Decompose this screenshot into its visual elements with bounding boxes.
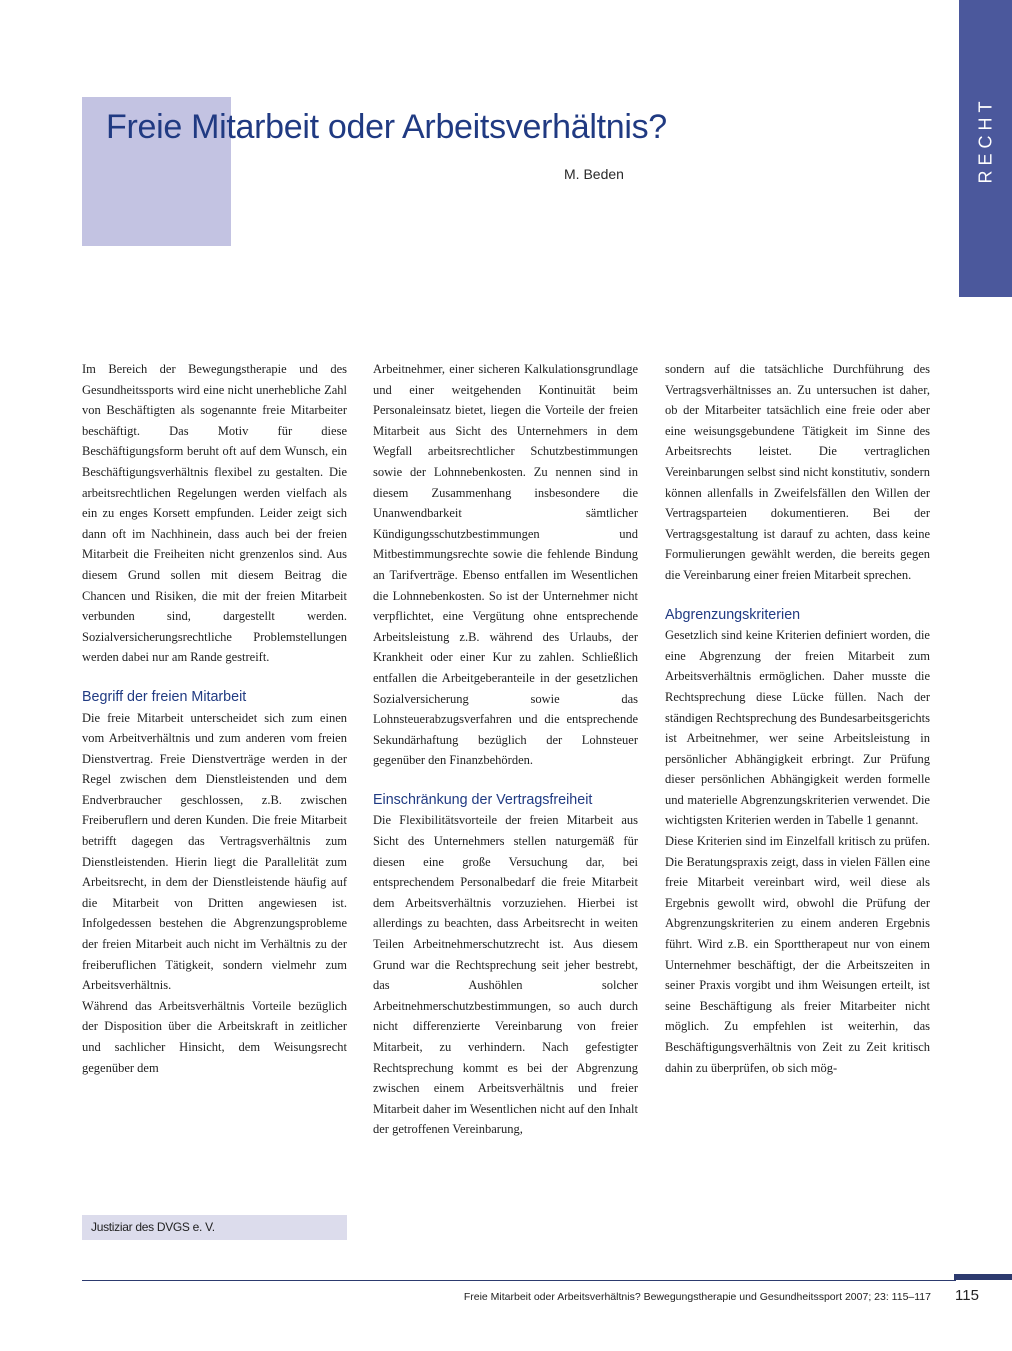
- article-column-3: [665, 359, 930, 1078]
- section-heading-begriff: Begriff der freien Mitarbeit: [82, 688, 247, 705]
- body-paragraph: Diese Kriterien sind im Einzelfall kritisch zu prüfen. Die Beratungspraxis zeigt, dass in vielen Fällen eine freie Mitarbeit vereinbart wird, weil diese als Ergebnis gewollt wird, obwohl die Prüfung der Abgrenzungskriterien zu einem anderen Ergebnis führt. Wird z.B. ein Sporttherapeut nur von einem Unternehmer beschäftigt, der die Arbeitszeiten in seiner Praxis vorgibt und ihm Weisungen erteilt, ist seine Beschäftigung als freier Mitarbeiter nicht möglich. Zu empfehlen ist weiterhin, das Beschäftigungsverhältnis von Zeit zu Zeit kritisch dahin zu überprüfen, ob sich mög-: [665, 834, 930, 1075]
- body-paragraph: Arbeitnehmer, einer sicheren Kalkulationsgrundlage und einer weitgehenden Kontinuität beim Personaleinsatz bietet, liegen die Vorteile der freien Mitarbeit aus Sicht des Unternehmers in dem Wegfall arbeitsrechtlicher Schutzbestimmungen sowie der Lohnnebenkosten. Zu nennen sind in diesem Zusammenhang insbesondere die Unanwendbarkeit sämtlicher Kündigungsschutzbestimmungen und Mitbestimmungsrechte sowie die fehlende Bindung an Tarifverträge. Ebenso entfallen im Wesentlichen die Lohnnebenkosten. So ist der Unternehmer nicht verpflichtet, eine Vergütung ohne entsprechende Arbeitsleistung z.B. während des Urlaubs, der Krankheit oder einer Kur zu zahlen. Schließlich entfallen die Arbeitgeberanteile in der gesetzlichen Sozialversicherung sowie das Lohnsteuerabzugsverfahren und die entsprechende Sekundärhaftung bezüglich der Lohnsteuer gegenüber den Finanzbehörden.: [373, 362, 638, 768]
- page-number-bar: [954, 1274, 1012, 1280]
- article-column-1: [82, 359, 347, 1078]
- page-number: 115: [955, 1287, 979, 1304]
- article-column-2: [373, 359, 638, 1140]
- section-heading-einschraenkung: Einschränkung der Vertragsfreiheit: [373, 791, 593, 808]
- body-paragraph: Während das Arbeitsverhältnis Vorteile bezüglich der Disposition über die Arbeitskraft in zeitlicher und sachlicher Hinsicht, dem Weisungsrecht gegenüber dem: [82, 998, 347, 1075]
- footer-citation: Freie Mitarbeit oder Arbeitsverhältnis? Bewegungstherapie und Gesundheitssport 2007; 23: 115–117: [463, 1291, 931, 1303]
- body-paragraph: Die freie Mitarbeit unterscheidet sich zum einen vom Arbeitverhältnis und zum anderen vom freien Dienstvertrag. Freie Dienstverträge werden in der Regel zwischen dem Dienstleistenden und dem Endverbraucher geschlossen, z.B. zwischen Freiberuflern und deren Kunden. Die freie Mitarbeit betrifft dagegen das Vertragsverhältnis zum Dienstleistenden. Hierin liegt die Parallelität zum Arbeitsrecht, in dem der Dienstleistende häufig auf die Mitarbeit von Dritten angewiesen ist. Infolgedessen bestehen die Abgrenzungsprobleme der freien Mitarbeit auch nicht im Verhältnis zu der freiberuflichen Tätigkeit, sondern vielmehr zum Arbeitsverhältnis.: [82, 710, 347, 993]
- author-name: M. Beden: [564, 166, 624, 182]
- author-affiliation: Justiziar des DVGS e. V.: [91, 1220, 215, 1234]
- page-title: Freie Mitarbeit oder Arbeitsverhältnis?: [106, 108, 667, 146]
- footer-rule: [82, 1280, 956, 1281]
- intro-paragraph: Im Bereich der Bewegungstherapie und des Gesundheitssports wird eine nicht unerhebliche Zahl von Beschäftigten als sogenannte freie Mitarbeiter beschäftigt. Das Motiv für diese Beschäftigungsform beruht oft auf dem Wunsch, ein Beschäftigungsverhältnis flexibel zu gestalten. Die arbeitsrechtlichen Regelungen werden vielfach als ein zu enges Korsett empfunden. Leider zeigt sich dann oft im Nachhinein, dass auch bei der freien Mitarbeit die Freiheiten nicht grenzenlos sind. Aus diesem Grund sollen mit diesem Beitrag die Chancen und Risiken, die mit der freien Mitarbeit verbunden sind, dargestellt werden. Sozialversicherungsrechtliche Problemstellungen werden dabei nur am Rande gestreift.: [82, 362, 347, 665]
- body-paragraph: Die Flexibilitätsvorteile der freien Mitarbeit aus Sicht des Unternehmers stellen naturgemäß für diesen eine große Versuchung dar, bei entsprechendem Personalbedarf die freie Mitarbeit dem Arbeitsverhältnis vorzuziehen. Hierbei ist allerdings zu beachten, dass Arbeitsrecht in weiten Teilen Arbeitnehmerschutzrecht ist. Aus diesem Grund war die Rechtsprechung seit jeher bestrebt, das Aushöhlen solcher Arbeitnehmerschutzbestimmungen, so auch durch nicht differenzierte Vereinbarung von freier Mitarbeit, zu verhindern. Nach gefestigter Rechtsprechung kommt es bei der Abgrenzung zwischen einem Arbeitsverhältnis und freier Mitarbeit daher im Wesentlichen nicht auf den Inhalt der getroffenen Vereinbarung,: [373, 813, 638, 1137]
- section-tab: [959, 0, 1012, 297]
- section-tab-label: RECHT: [975, 96, 995, 184]
- section-heading-abgrenzung: Abgrenzungskriterien: [665, 606, 801, 623]
- author-affiliation-box: [82, 1215, 347, 1240]
- body-paragraph: Gesetzlich sind keine Kriterien definiert worden, die eine Abgrenzung der freien Mitarbeit zum Arbeitsverhältnis ermöglichen. Daher musste die Rechtsprechung diese Lücke füllen. Nach der ständigen Rechtsprechung des Bundesarbeitsgerichts ist Arbeitnehmer, wer seine Arbeitsleistung in persönlicher Abhängigkeit erbringt. Zur Prüfung dieser persönlichen Abhängigkeit werden formelle und materielle Abgrenzungskriterien verwendet. Die wichtigsten Kriterien werden in Tabelle 1 genannt.: [665, 628, 930, 828]
- body-paragraph: sondern auf die tatsächliche Durchführung des Vertragsverhältnisses an. Zu untersuchen ist daher, ob der Mitarbeiter tatsächlich eine freie oder aber eine weisungsgebundene Tätigkeit im Sinne des Arbeitsrechts leistet. Die vertraglichen Vereinbarungen selbst sind nicht konstitutiv, sondern können allenfalls in Zweifelsfällen den Willen der Vertragsparteien dokumentieren. Bei der Vertragsgestaltung ist darauf zu achten, dass keine Formulierungen gewählt werden, die bereits gegen die Vereinbarung einer freien Mitarbeit sprechen.: [665, 362, 930, 582]
